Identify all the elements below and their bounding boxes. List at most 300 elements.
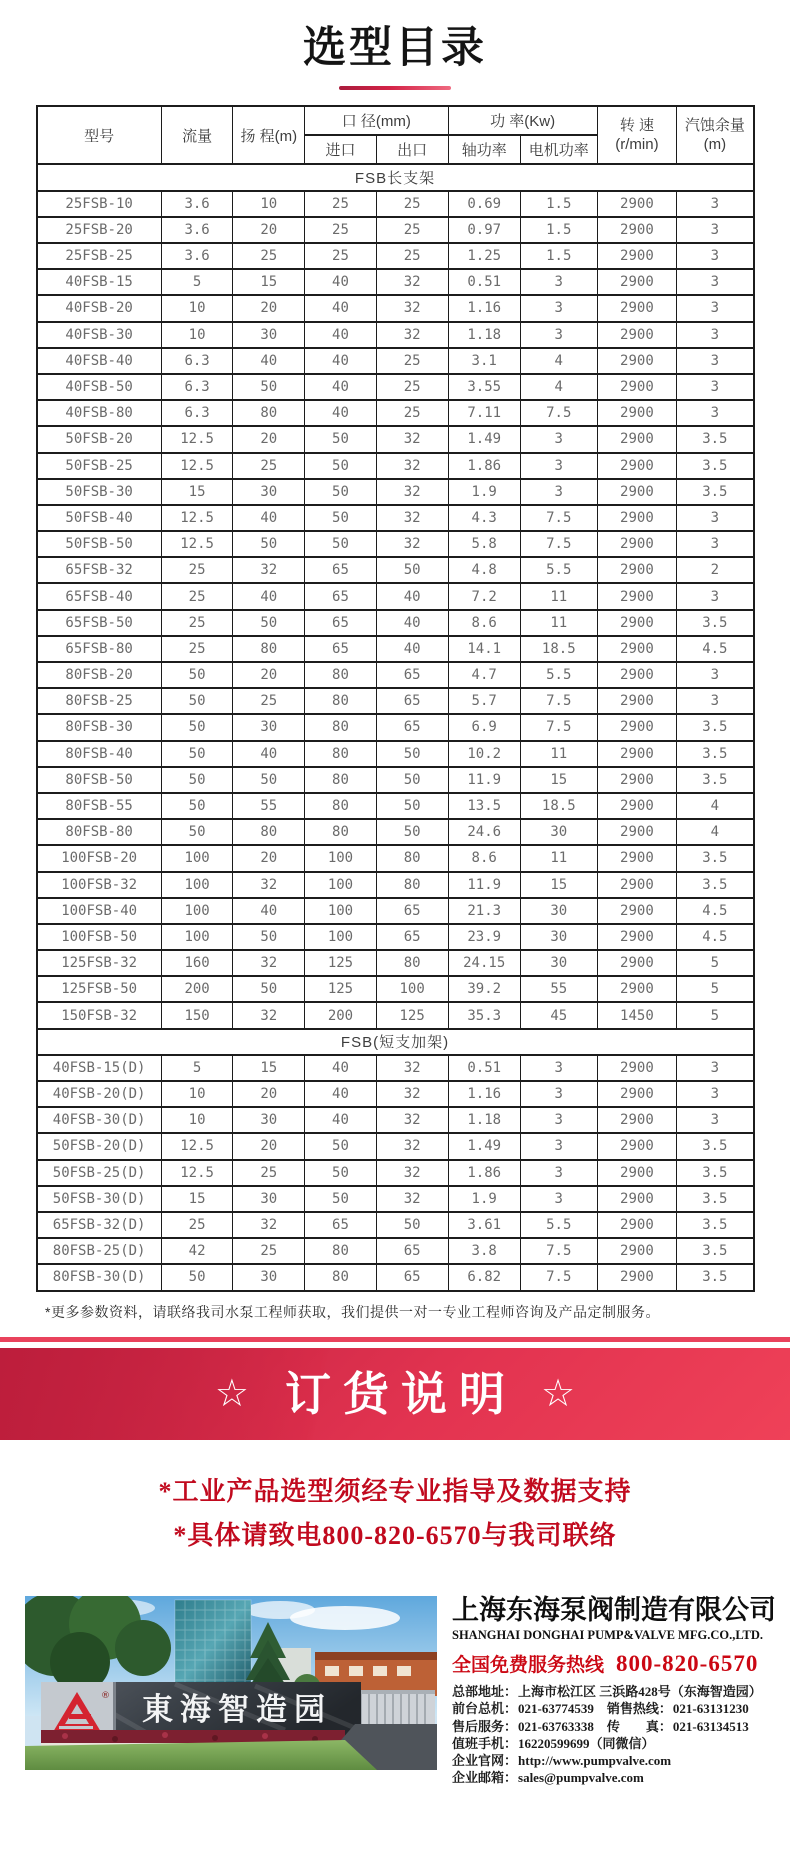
value-cell: 25 xyxy=(233,453,305,479)
contact-value[interactable]: sales@pumpvalve.com xyxy=(518,1770,644,1786)
value-cell: 50 xyxy=(376,557,448,583)
table-row xyxy=(37,505,754,531)
value-cell: 32 xyxy=(376,1133,448,1159)
sign-text: 東海智造园 xyxy=(142,1691,332,1727)
value-cell: 30 xyxy=(520,898,597,924)
page-title: 选型目录 xyxy=(303,24,487,72)
value-cell: 2900 xyxy=(597,453,677,479)
value-cell: 30 xyxy=(520,924,597,950)
table-row xyxy=(37,741,754,767)
value-cell: 40 xyxy=(376,583,448,609)
value-cell: 2900 xyxy=(597,557,677,583)
value-cell: 15 xyxy=(520,767,597,793)
value-cell: 50 xyxy=(161,793,233,819)
value-cell: 1.16 xyxy=(448,295,520,321)
value-cell: 4 xyxy=(520,348,597,374)
value-cell: 32 xyxy=(376,1107,448,1133)
value-cell: 25 xyxy=(161,610,233,636)
value-cell: 32 xyxy=(376,531,448,557)
section-row xyxy=(37,164,754,190)
value-cell: 1.18 xyxy=(448,322,520,348)
value-cell: 2900 xyxy=(597,950,677,976)
value-cell: 25 xyxy=(161,1212,233,1238)
value-cell: 200 xyxy=(305,1002,377,1028)
table-row xyxy=(37,1212,754,1238)
value-cell: 3.5 xyxy=(677,1133,754,1159)
value-cell: 20 xyxy=(233,217,305,243)
order-banner-title: 订货说明 xyxy=(285,1367,517,1420)
advisory-notes xyxy=(0,1470,790,1558)
value-cell: 2900 xyxy=(597,191,677,217)
model-cell: 65FSB-40 xyxy=(37,583,162,609)
value-cell: 50 xyxy=(305,531,377,557)
value-cell: 50 xyxy=(161,767,233,793)
value-cell: 10 xyxy=(161,295,233,321)
table-row xyxy=(37,243,754,269)
value-cell: 32 xyxy=(376,1160,448,1186)
value-cell: 2900 xyxy=(597,924,677,950)
star-icon: ☆ xyxy=(541,1372,576,1415)
value-cell: 12.5 xyxy=(161,1160,233,1186)
value-cell: 50 xyxy=(161,819,233,845)
value-cell: 2900 xyxy=(597,872,677,898)
value-cell: 3 xyxy=(520,426,597,452)
value-cell: 7.11 xyxy=(448,400,520,426)
value-cell: 5.5 xyxy=(520,1212,597,1238)
table-row xyxy=(37,531,754,557)
value-cell: 50 xyxy=(305,453,377,479)
model-cell: 150FSB-32 xyxy=(37,1002,162,1028)
page-header xyxy=(0,0,790,90)
value-cell: 3 xyxy=(520,1160,597,1186)
value-cell: 7.2 xyxy=(448,583,520,609)
value-cell: 3.8 xyxy=(448,1238,520,1264)
contact-line xyxy=(452,1700,765,1717)
value-cell: 7.5 xyxy=(520,531,597,557)
npsh-label: 汽蚀余量 xyxy=(684,116,745,134)
value-cell: 11 xyxy=(520,741,597,767)
value-cell: 2900 xyxy=(597,976,677,1002)
value-cell: 50 xyxy=(161,714,233,740)
value-cell: 11.9 xyxy=(448,767,520,793)
value-cell: 3.5 xyxy=(677,610,754,636)
value-cell: 3.5 xyxy=(677,1186,754,1212)
value-cell: 3 xyxy=(677,1055,754,1081)
value-cell: 3.5 xyxy=(677,426,754,452)
value-cell: 65 xyxy=(305,610,377,636)
value-cell: 2900 xyxy=(597,1081,677,1107)
section-title: FSB长支架 xyxy=(37,164,754,190)
value-cell: 11 xyxy=(520,583,597,609)
value-cell: 11 xyxy=(520,610,597,636)
factory-photo-art xyxy=(25,1596,437,1770)
value-cell: 3 xyxy=(677,662,754,688)
value-cell: 40 xyxy=(305,1055,377,1081)
model-cell: 65FSB-80 xyxy=(37,636,162,662)
value-cell: 50 xyxy=(376,741,448,767)
col-header-speed xyxy=(597,106,677,164)
value-cell: 1.86 xyxy=(448,453,520,479)
value-cell: 2900 xyxy=(597,662,677,688)
value-cell: 100 xyxy=(161,872,233,898)
value-cell: 25 xyxy=(376,217,448,243)
value-cell: 1.49 xyxy=(448,1133,520,1159)
model-cell: 50FSB-40 xyxy=(37,505,162,531)
value-cell: 1.5 xyxy=(520,217,597,243)
value-cell: 40 xyxy=(233,505,305,531)
value-cell: 0.51 xyxy=(448,269,520,295)
value-cell: 14.1 xyxy=(448,636,520,662)
table-row xyxy=(37,374,754,400)
value-cell: 3.5 xyxy=(677,767,754,793)
value-cell: 50 xyxy=(233,610,305,636)
table-footnote: *更多参数资料，请联络我司水泵工程师获取，我们提供一对一专业工程师咨询及产品定制服务。 xyxy=(45,1303,660,1320)
contact-value: 021-63131230 xyxy=(672,1701,749,1717)
model-cell: 80FSB-30 xyxy=(37,714,162,740)
value-cell: 50 xyxy=(376,1212,448,1238)
value-cell: 160 xyxy=(161,950,233,976)
advisory-line: *具体请致电800-820-6570与我司联络 xyxy=(173,1520,617,1550)
value-cell: 50 xyxy=(376,819,448,845)
advisory-line: *工业产品选型须经专业指导及数据支持 xyxy=(158,1476,632,1506)
contact-line xyxy=(452,1683,765,1700)
value-cell: 3 xyxy=(520,453,597,479)
value-cell: 200 xyxy=(161,976,233,1002)
table-row xyxy=(37,898,754,924)
value-cell: 80 xyxy=(305,741,377,767)
value-cell: 32 xyxy=(376,1081,448,1107)
npsh-unit: (m) xyxy=(703,136,727,154)
col-header-diameter-group: 口 径(mm) xyxy=(305,106,448,135)
model-cell: 50FSB-50 xyxy=(37,531,162,557)
value-cell: 3 xyxy=(677,688,754,714)
value-cell: 25 xyxy=(305,243,377,269)
value-cell: 80 xyxy=(305,688,377,714)
contact-list xyxy=(452,1683,765,1786)
value-cell: 40 xyxy=(305,374,377,400)
value-cell: 100 xyxy=(376,976,448,1002)
entrance-gate xyxy=(355,1690,435,1724)
value-cell: 2900 xyxy=(597,1264,677,1290)
table-row xyxy=(37,1055,754,1081)
value-cell: 3 xyxy=(677,322,754,348)
contact-label: 销售热线： xyxy=(606,1701,672,1717)
model-cell: 40FSB-40 xyxy=(37,348,162,374)
model-cell: 50FSB-30(D) xyxy=(37,1186,162,1212)
contact-line xyxy=(452,1752,765,1769)
table-row xyxy=(37,845,754,871)
model-cell: 40FSB-15(D) xyxy=(37,1055,162,1081)
value-cell: 40 xyxy=(233,583,305,609)
value-cell: 3 xyxy=(677,505,754,531)
table-row xyxy=(37,976,754,1002)
value-cell: 21.3 xyxy=(448,898,520,924)
value-cell: 2900 xyxy=(597,217,677,243)
value-cell: 50 xyxy=(161,688,233,714)
value-cell: 2900 xyxy=(597,1107,677,1133)
value-cell: 5 xyxy=(161,1055,233,1081)
value-cell: 3.5 xyxy=(677,872,754,898)
value-cell: 12.5 xyxy=(161,505,233,531)
service-hotline xyxy=(452,1650,765,1677)
value-cell: 6.3 xyxy=(161,374,233,400)
value-cell: 4.8 xyxy=(448,557,520,583)
table-head xyxy=(37,106,754,164)
value-cell: 2900 xyxy=(597,505,677,531)
value-cell: 1.9 xyxy=(448,479,520,505)
model-cell: 25FSB-25 xyxy=(37,243,162,269)
model-cell: 40FSB-50 xyxy=(37,374,162,400)
value-cell: 65 xyxy=(305,583,377,609)
value-cell: 12.5 xyxy=(161,1133,233,1159)
value-cell: 5 xyxy=(677,1002,754,1028)
table-row xyxy=(37,1081,754,1107)
value-cell: 3.5 xyxy=(677,453,754,479)
value-cell: 3.5 xyxy=(677,714,754,740)
value-cell: 32 xyxy=(233,1212,305,1238)
value-cell: 50 xyxy=(233,767,305,793)
model-cell: 80FSB-20 xyxy=(37,662,162,688)
value-cell: 100 xyxy=(161,845,233,871)
value-cell: 3 xyxy=(677,191,754,217)
value-cell: 1.9 xyxy=(448,1186,520,1212)
value-cell: 3.5 xyxy=(677,845,754,871)
contact-label: 售后服务： xyxy=(452,1718,518,1734)
table-row xyxy=(37,453,754,479)
value-cell: 10 xyxy=(161,1107,233,1133)
model-cell: 50FSB-30 xyxy=(37,479,162,505)
value-cell: 1.16 xyxy=(448,1081,520,1107)
value-cell: 125 xyxy=(305,950,377,976)
table-row xyxy=(37,583,754,609)
value-cell: 2900 xyxy=(597,479,677,505)
contact-value: 021-63763338 xyxy=(518,1718,594,1734)
model-cell: 80FSB-40 xyxy=(37,741,162,767)
value-cell: 50 xyxy=(376,767,448,793)
contact-value: 021-63774539 xyxy=(518,1701,594,1717)
value-cell: 2900 xyxy=(597,714,677,740)
value-cell: 50 xyxy=(305,505,377,531)
table-row xyxy=(37,1264,754,1290)
value-cell: 25 xyxy=(305,217,377,243)
table-row xyxy=(37,924,754,950)
model-cell: 65FSB-32(D) xyxy=(37,1212,162,1238)
value-cell: 32 xyxy=(233,1002,305,1028)
value-cell: 100 xyxy=(305,872,377,898)
value-cell: 2 xyxy=(677,557,754,583)
table-row xyxy=(37,1107,754,1133)
value-cell: 50 xyxy=(161,662,233,688)
value-cell: 32 xyxy=(233,872,305,898)
factory-photo xyxy=(25,1596,437,1770)
table-row xyxy=(37,322,754,348)
value-cell: 2900 xyxy=(597,583,677,609)
value-cell: 3 xyxy=(677,269,754,295)
value-cell: 30 xyxy=(233,322,305,348)
value-cell: 15 xyxy=(233,1055,305,1081)
value-cell: 30 xyxy=(233,1264,305,1290)
value-cell: 20 xyxy=(233,662,305,688)
value-cell: 25 xyxy=(233,243,305,269)
value-cell: 18.5 xyxy=(520,793,597,819)
value-cell: 13.5 xyxy=(448,793,520,819)
table-row xyxy=(37,662,754,688)
value-cell: 11.9 xyxy=(448,872,520,898)
value-cell: 40 xyxy=(305,400,377,426)
value-cell: 100 xyxy=(305,845,377,871)
value-cell: 6.82 xyxy=(448,1264,520,1290)
value-cell: 3 xyxy=(520,1107,597,1133)
value-cell: 15 xyxy=(233,269,305,295)
value-cell: 50 xyxy=(233,531,305,557)
value-cell: 3 xyxy=(677,583,754,609)
company-name-cn: 上海东海泵阀制造有限公司 xyxy=(452,1594,776,1625)
contact-label: 企业官网： xyxy=(452,1753,518,1768)
value-cell: 1.18 xyxy=(448,1107,520,1133)
table-row xyxy=(37,714,754,740)
value-cell: 6.9 xyxy=(448,714,520,740)
value-cell: 55 xyxy=(233,793,305,819)
value-cell: 2900 xyxy=(597,1133,677,1159)
value-cell: 4.5 xyxy=(677,924,754,950)
table-row xyxy=(37,191,754,217)
value-cell: 10 xyxy=(233,191,305,217)
value-cell: 3.5 xyxy=(677,741,754,767)
speed-label: 转 速 xyxy=(619,116,654,134)
value-cell: 3.5 xyxy=(677,1264,754,1290)
contact-value: 上海市松江区 三浜路428号（东海智造园） xyxy=(518,1684,762,1700)
value-cell: 80 xyxy=(305,793,377,819)
table-row xyxy=(37,1186,754,1212)
table-row xyxy=(37,1238,754,1264)
value-cell: 4.7 xyxy=(448,662,520,688)
value-cell: 20 xyxy=(233,1133,305,1159)
value-cell: 30 xyxy=(233,479,305,505)
value-cell: 4 xyxy=(677,819,754,845)
value-cell: 32 xyxy=(376,322,448,348)
contact-line xyxy=(452,1769,765,1786)
value-cell: 3.6 xyxy=(161,191,233,217)
value-cell: 2900 xyxy=(597,1212,677,1238)
value-cell: 5 xyxy=(161,269,233,295)
value-cell: 25 xyxy=(161,636,233,662)
value-cell: 0.51 xyxy=(448,1055,520,1081)
col-header-outlet: 出口 xyxy=(376,135,448,164)
value-cell: 2900 xyxy=(597,400,677,426)
model-cell: 80FSB-25(D) xyxy=(37,1238,162,1264)
model-cell: 50FSB-20(D) xyxy=(37,1133,162,1159)
value-cell: 50 xyxy=(305,1160,377,1186)
value-cell: 3 xyxy=(677,348,754,374)
value-cell: 42 xyxy=(161,1238,233,1264)
value-cell: 65 xyxy=(376,662,448,688)
company-footer xyxy=(0,1596,790,1787)
value-cell: 40 xyxy=(305,269,377,295)
value-cell: 32 xyxy=(233,557,305,583)
value-cell: 3.6 xyxy=(161,217,233,243)
table-row xyxy=(37,426,754,452)
contact-value[interactable]: http://www.pumpvalve.com xyxy=(518,1753,672,1768)
value-cell: 50 xyxy=(305,426,377,452)
value-cell: 3 xyxy=(677,374,754,400)
value-cell: 24.15 xyxy=(448,950,520,976)
model-cell: 40FSB-20(D) xyxy=(37,1081,162,1107)
value-cell: 40 xyxy=(305,1107,377,1133)
speed-unit: (r/min) xyxy=(615,136,659,154)
value-cell: 55 xyxy=(520,976,597,1002)
value-cell: 6.3 xyxy=(161,348,233,374)
col-header-shaft-power: 轴功率 xyxy=(448,135,520,164)
company-name-en: SHANGHAI DONGHAI PUMP&VALVE MFG.CO.,LTD. xyxy=(452,1628,764,1643)
table-row xyxy=(37,295,754,321)
value-cell: 3 xyxy=(677,531,754,557)
model-cell: 40FSB-15 xyxy=(37,269,162,295)
value-cell: 40 xyxy=(305,1081,377,1107)
value-cell: 30 xyxy=(233,1186,305,1212)
value-cell: 25 xyxy=(233,688,305,714)
value-cell: 2900 xyxy=(597,819,677,845)
value-cell: 50 xyxy=(233,924,305,950)
contact-label: 传 真： xyxy=(606,1718,672,1734)
star-icon: ☆ xyxy=(214,1372,249,1415)
value-cell: 65 xyxy=(376,1238,448,1264)
value-cell: 80 xyxy=(233,819,305,845)
value-cell: 2900 xyxy=(597,688,677,714)
model-cell: 40FSB-30 xyxy=(37,322,162,348)
value-cell: 40 xyxy=(233,898,305,924)
value-cell: 2900 xyxy=(597,610,677,636)
value-cell: 80 xyxy=(305,662,377,688)
value-cell: 7.5 xyxy=(520,400,597,426)
value-cell: 2900 xyxy=(597,1238,677,1264)
value-cell: 3 xyxy=(520,295,597,321)
contact-value: 021-63134513 xyxy=(672,1718,749,1734)
value-cell: 125 xyxy=(305,976,377,1002)
contact-line xyxy=(452,1735,765,1752)
col-header-model: 型号 xyxy=(37,106,162,164)
model-cell: 65FSB-50 xyxy=(37,610,162,636)
table-row xyxy=(37,269,754,295)
value-cell: 25 xyxy=(233,1238,305,1264)
glass-building xyxy=(175,1600,251,1688)
selection-table xyxy=(36,105,755,1291)
value-cell: 8.6 xyxy=(448,845,520,871)
value-cell: 2900 xyxy=(597,898,677,924)
value-cell: 20 xyxy=(233,845,305,871)
model-cell: 100FSB-40 xyxy=(37,898,162,924)
value-cell: 3 xyxy=(520,322,597,348)
value-cell: 5.7 xyxy=(448,688,520,714)
value-cell: 3 xyxy=(677,295,754,321)
model-cell: 25FSB-10 xyxy=(37,191,162,217)
value-cell: 2900 xyxy=(597,426,677,452)
table-row xyxy=(37,819,754,845)
value-cell: 80 xyxy=(305,1238,377,1264)
value-cell: 1.86 xyxy=(448,1160,520,1186)
value-cell: 50 xyxy=(161,741,233,767)
value-cell: 12.5 xyxy=(161,453,233,479)
value-cell: 4 xyxy=(677,793,754,819)
model-cell: 125FSB-50 xyxy=(37,976,162,1002)
value-cell: 3.55 xyxy=(448,374,520,400)
value-cell: 4.5 xyxy=(677,636,754,662)
value-cell: 3.5 xyxy=(677,1238,754,1264)
value-cell: 2900 xyxy=(597,845,677,871)
value-cell: 35.3 xyxy=(448,1002,520,1028)
value-cell: 80 xyxy=(233,636,305,662)
value-cell: 40 xyxy=(376,610,448,636)
section-row xyxy=(37,1029,754,1055)
